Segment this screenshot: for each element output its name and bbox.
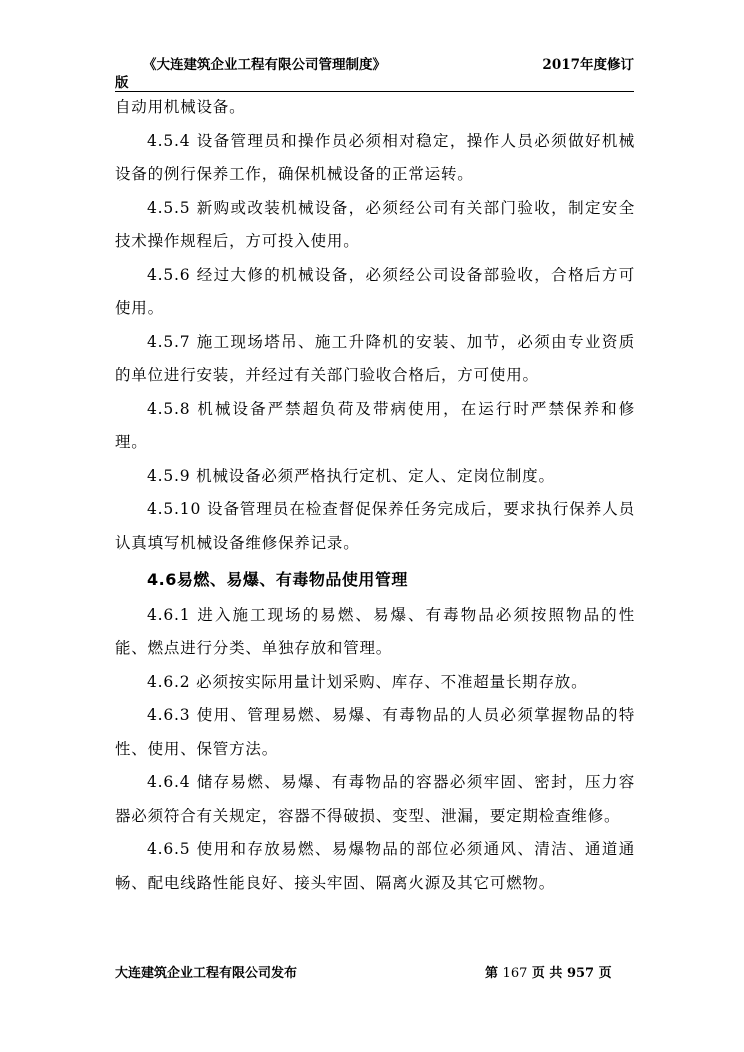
clause-4-5-7: 4.5.7 施工现场塔吊、施工升降机的安装、加节，必须由专业资质的单位进行安装，并经过有关部门验收合格后，方可使用。 [115,332,635,384]
clause-4-5-10: 4.5.10 设备管理员在检查督促保养任务完成后，要求执行保养人员认真填写机械设备维修保养记录。 [115,500,635,552]
clause-4-6-1: 4.6.1 进入施工现场的易燃、易爆、有毒物品必须按照物品的性能、燃点进行分类、单独存放和管理。 [115,605,635,657]
clause-4-6-2: 4.6.2 必须按实际用量计划采购、库存、不准超量长期存放。 [147,672,588,691]
clause-4-5-5: 4.5.5 新购或改装机械设备，必须经公司有关部门验收，制定安全技术操作规程后，方可投入使用。 [115,198,635,250]
section-heading-4-6: 4.6易燃、易爆、有毒物品使用管理 [147,570,408,589]
clause-4-5-6: 4.5.6 经过大修的机械设备，必须经公司设备部验收，合格后方可使用。 [115,265,635,317]
edition-label: 2017年度修订 [542,57,634,73]
page-footer [115,962,635,982]
clause-4-6-3: 4.6.3 使用、管理易燃、易爆、有毒物品的人员必须掌握物品的特性、使用、保管方法。 [115,706,635,758]
page-suffix: 页 [598,966,612,981]
publisher-label: 大连建筑企业工程有限公司发布 [115,966,298,981]
document-body [115,91,635,900]
page-number [485,962,612,981]
edition-label-wrap: 版 [115,75,129,91]
clause-4-6-4: 4.6.4 储存易燃、易爆、有毒物品的容器必须牢固、密封，压力容器必须符合有关规定，容器不得破损、变型、泄漏，要定期检查维修。 [115,773,635,825]
page-current: 167 [502,966,528,981]
page-total: 957 [566,966,595,981]
page-middle: 页 共 [531,966,563,981]
document-title: 《大连建筑企业工程有限公司管理制度》 [143,57,386,73]
clause-4-5-4: 4.5.4 设备管理员和操作员必须相对稳定，操作人员必须做好机械设备的例行保养工作，确保机械设备的正常运转。 [115,131,635,183]
page-prefix: 第 [485,966,499,981]
clause-4-5-9: 4.5.9 机械设备必须严格执行定机、定人、定岗位制度。 [147,466,555,485]
page-header [115,53,634,92]
paragraph-continuation: 自动用机械设备。 [115,98,246,116]
clause-4-6-5: 4.6.5 使用和存放易燃、易爆物品的部位必须通风、清洁、通道通畅、配电线路性能良好、接头牢固、隔离火源及其它可燃物。 [115,840,635,892]
clause-4-5-8: 4.5.8 机械设备严禁超负荷及带病使用，在运行时严禁保养和修理。 [115,399,635,451]
